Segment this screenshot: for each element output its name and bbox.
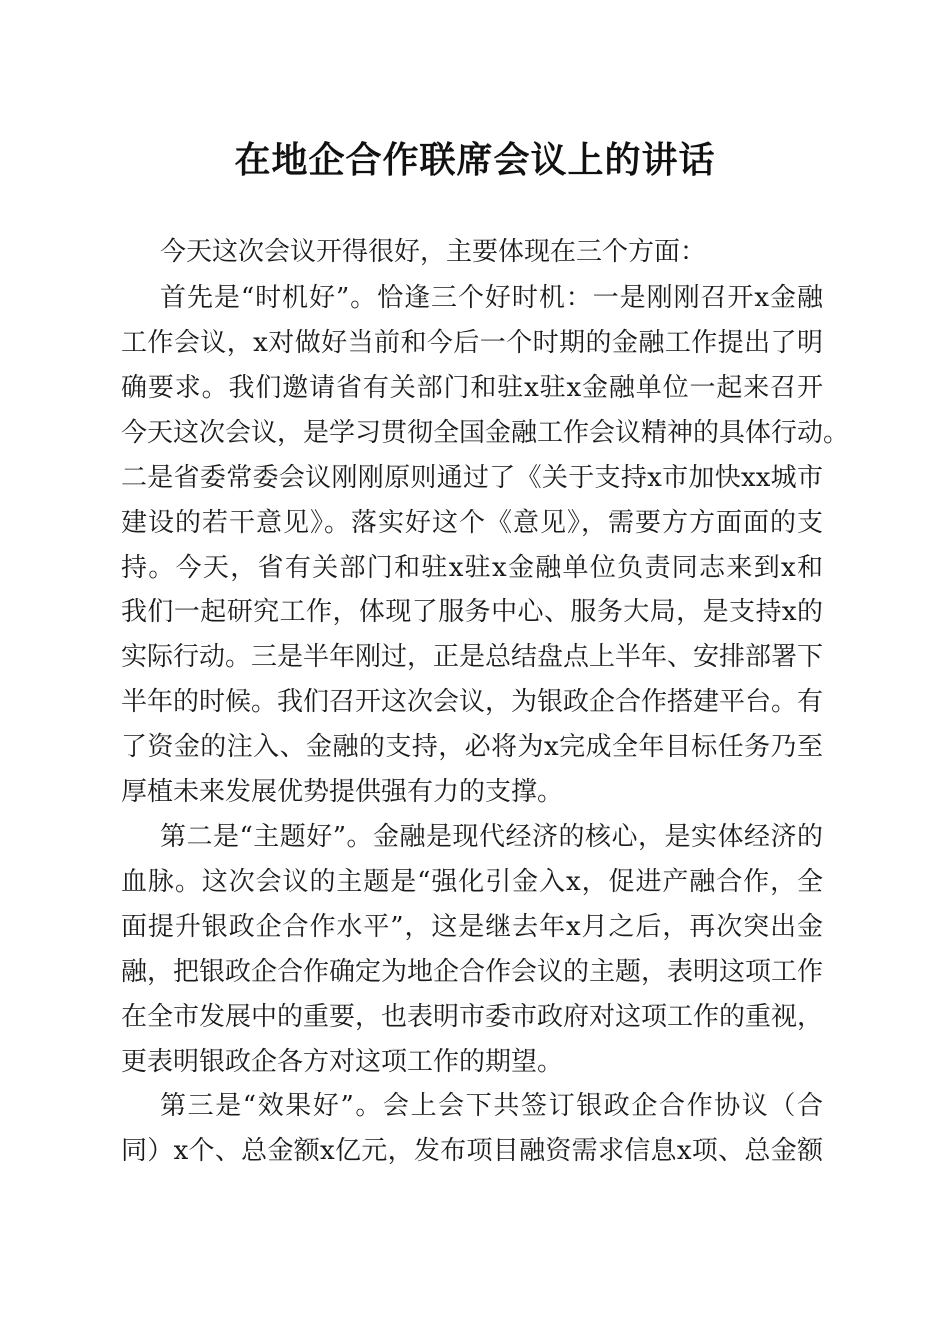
paragraph-line: 更表明银政企各方对这项工作的期望。 <box>121 1047 564 1077</box>
paragraph-line: 第三是“效果好”。会上会下共签订银政企合作协议（合 <box>160 1091 823 1121</box>
document-title: 在地企合作联席会议上的讲话 <box>234 139 716 181</box>
paragraph-line: 在全市发展中的重要，也表明市委市政府对这项工作的重视， <box>121 1002 824 1032</box>
paragraph-line: 第二是“主题好”。金融是现代经济的核心，是实体经济的 <box>160 822 823 852</box>
paragraph-line: 确要求。我们邀请省有关部门和驻x驻x金融单位一起来召开 <box>121 373 823 403</box>
paragraph-line: 血脉。这次会议的主题是“强化引金入x，促进产融合作，全 <box>121 867 823 897</box>
paragraph-line: 融，把银政企合作确定为地企合作会议的主题，表明这项工作 <box>121 957 824 987</box>
paragraph-line: 我们一起研究工作，体现了服务中心、服务大局，是支持x的 <box>121 597 823 627</box>
paragraph-line: 厚植未来发展优势提供强有力的支撑。 <box>121 777 564 807</box>
paragraph-line: 二是省委常委会议刚刚原则通过了《关于支持x市加快xx城市 <box>121 463 823 493</box>
paragraph-line: 面提升银政企合作水平”，这是继去年x月之后，再次突出金 <box>121 912 823 942</box>
paragraph-line: 工作会议，x对做好当前和今后一个时期的金融工作提出了明 <box>121 328 823 358</box>
paragraph-line: 持。今天，省有关部门和驻x驻x金融单位负责同志来到x和 <box>121 553 823 583</box>
paragraph-line: 今天这次会议开得很好，主要体现在三个方面： <box>160 237 707 267</box>
paragraph-line: 今天这次会议，是学习贯彻全国金融工作会议精神的具体行动。 <box>121 418 850 448</box>
paragraph-line: 了资金的注入、金融的支持，必将为x完成全年目标任务乃至 <box>121 732 823 762</box>
paragraph-line: 实际行动。三是半年刚过，正是总结盘点上半年、安排部署下 <box>121 642 824 672</box>
paragraph-line: 首先是“时机好”。恰逢三个好时机：一是刚刚召开x金融 <box>160 283 823 313</box>
paragraph-line: 建设的若干意见》。落实好这个《意见》，需要方方面面的支 <box>121 508 823 538</box>
paragraph-line: 半年的时候。我们召开这次会议，为银政企合作搭建平台。有 <box>121 687 824 717</box>
paragraph-line: 同）x个、总金额x亿元，发布项目融资需求信息x项、总金额 <box>121 1136 823 1166</box>
